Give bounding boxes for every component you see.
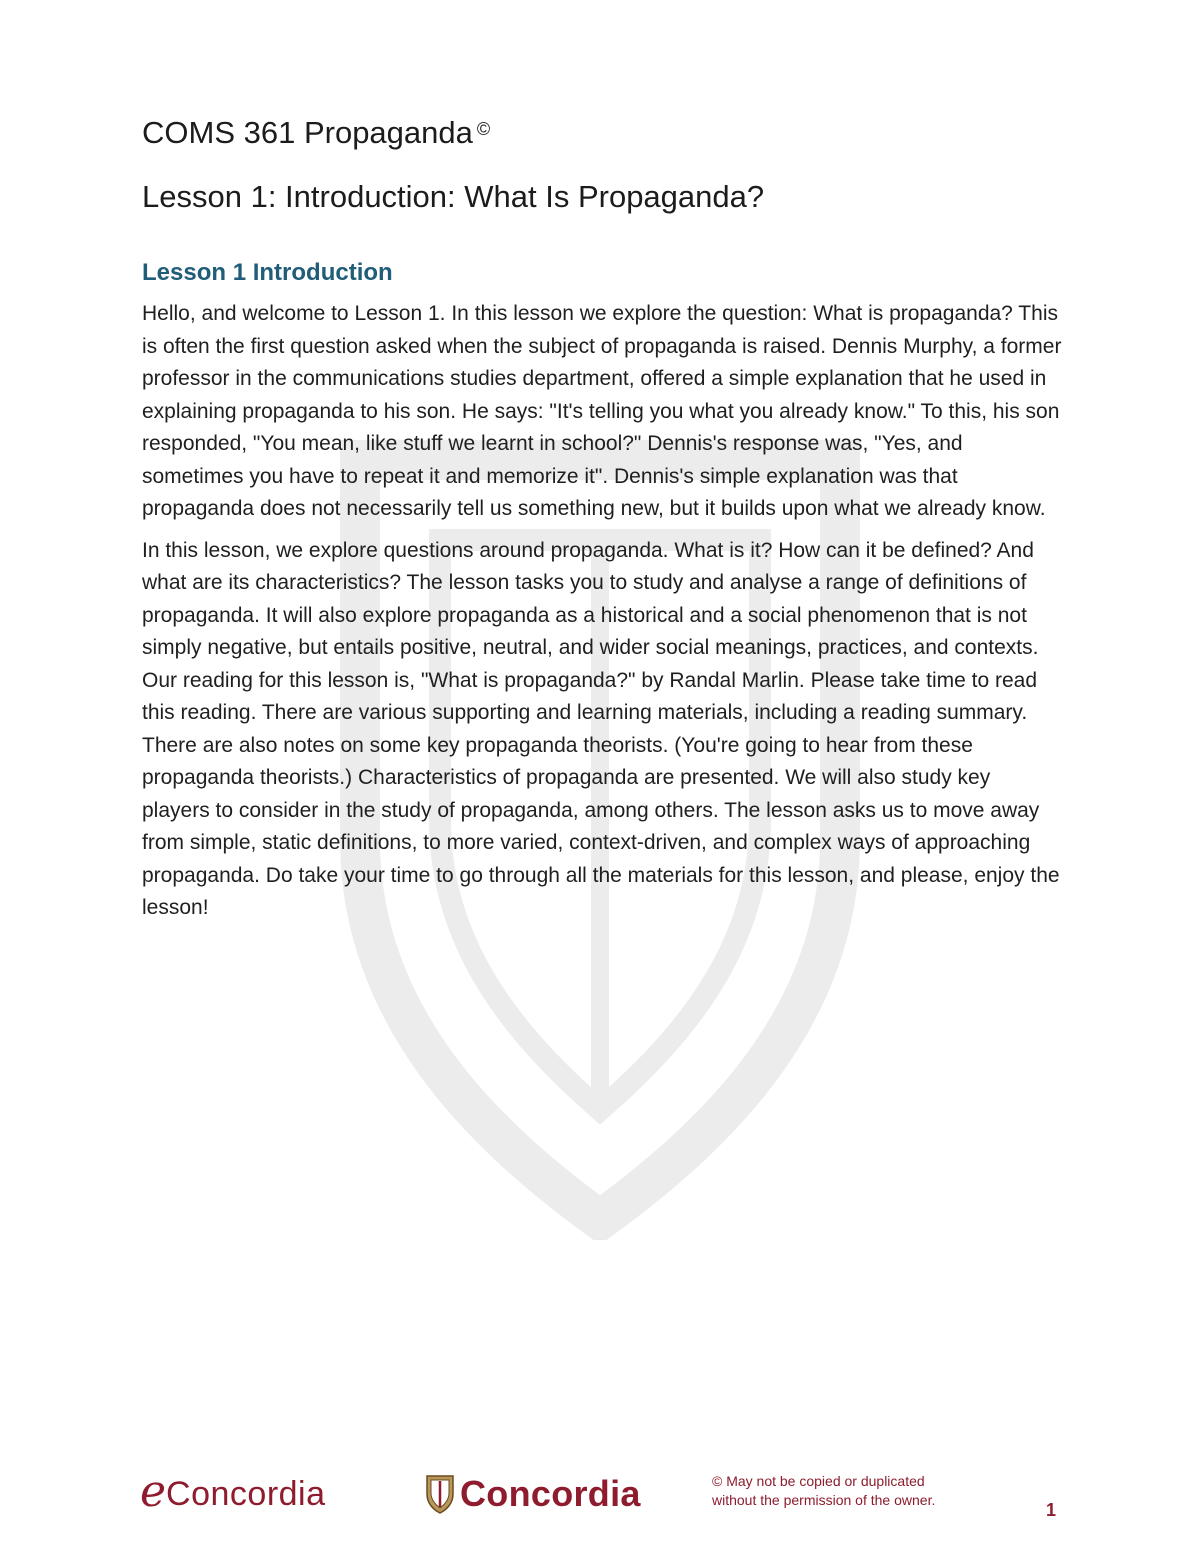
course-title bbox=[142, 110, 1062, 160]
econcordia-logo bbox=[140, 1466, 326, 1517]
intro-paragraph-1: Hello, and welcome to Lesson 1. In this lesson we explore the question: What is propaganda? This is often the first question asked when the subject of propaganda is raised. Dennis Murphy, a former professor in the communications studies department, offered a simple explanation that he used in explaining propaganda to his son. He says: "It's telling you what you already know." To this, his son responded, "You mean, like stuff we learnt in school?" Dennis's response was, "Yes, and sometimes you have to repeat it and memorize it". Dennis's simple explanation was that propaganda does not necessarily tell us something new, but it builds upon what we already know. bbox=[142, 302, 1062, 520]
section-heading: Lesson 1 Introduction bbox=[142, 259, 393, 286]
econcordia-logo-e: e bbox=[140, 1466, 167, 1517]
copyright-notice bbox=[712, 1472, 982, 1510]
copyright-notice-line-2: without the permission of the owner. bbox=[712, 1492, 936, 1508]
concordia-shield-icon bbox=[426, 1474, 454, 1514]
copyright-icon: © bbox=[476, 119, 491, 139]
copyright-notice-line-1: © May not be copied or duplicated bbox=[712, 1473, 925, 1489]
intro-paragraph-2: In this lesson, we explore questions around propaganda. What is it? How can it be defined? And what are its characteristics? The lesson tasks you to study and analyse a range of definitions of propaganda. It will also explore propaganda as a historical and a social phenomenon that is not simply negative, but entails positive, neutral, and wider social meanings, practices, and contexts. Our reading for this lesson is, "What is propaganda?" by Randal Marlin. Please take time to read this reading. There are various supporting and learning materials, including a reading summary. There are also notes on some key propaganda theorists. (You're going to hear from these propaganda theorists.) Characteristics of propaganda are presented. We will also study key players to consider in the study of propaganda, among others. The lesson asks us to move away from simple, static definitions, to more varied, context-driven, and complex ways of approaching propaganda. Do take your time to go through all the materials for this lesson, and please, enjoy the lesson! bbox=[142, 538, 1060, 919]
lesson-title: Lesson 1: Introduction: What Is Propaganda? bbox=[142, 179, 765, 214]
concordia-logo bbox=[426, 1466, 641, 1514]
course-title-text: COMS 361 Propaganda bbox=[142, 115, 473, 150]
econcordia-logo-text: Concordia bbox=[166, 1475, 326, 1513]
main-content bbox=[142, 110, 1062, 925]
page-footer bbox=[0, 1460, 1200, 1540]
concordia-logo-text: Concordia bbox=[460, 1473, 641, 1514]
page-number: 1 bbox=[1046, 1500, 1057, 1520]
